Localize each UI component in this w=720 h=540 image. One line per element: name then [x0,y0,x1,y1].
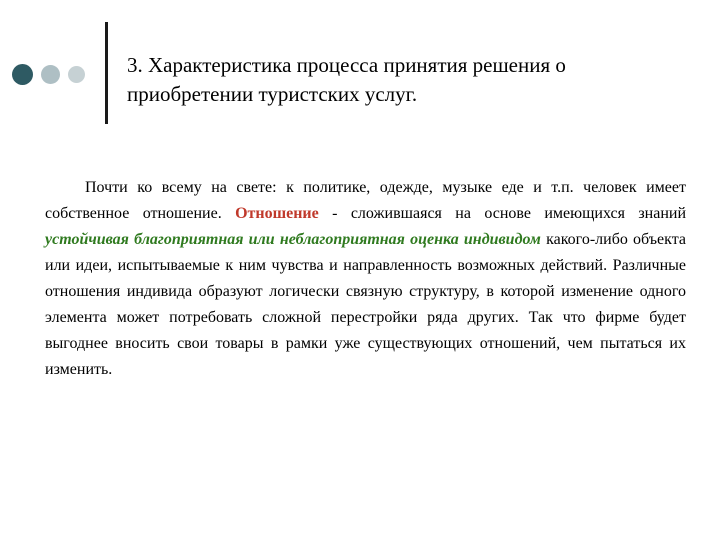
body-text-intro: Почти ко всему на свете: к политике, одежде, музыке еде и т.п. человек имеет собственное отношение. [45,179,686,222]
body-text-definition-start: - сложившаяся на основе имеющихся знаний [318,205,686,222]
green-highlight-stable: устойчивая [45,231,129,248]
decorative-dot-light [68,66,85,83]
body-paragraph [45,175,686,383]
body-text-rest: какого-либо объекта или идеи, испытываемые к ним чувства и направленность возможных действий. Различные отношения индивида образуют логически связную структуру, в которой изменение одного элемента может потребовать сложной перестройки ряда других. Так что фирме будет выгоднее вносить свои товары в рамки уже существующих отношений, чем пытаться их изменить. [45,231,687,378]
slide-title [127,51,687,109]
slide-title-line-2: приобретении туристских услуг. [127,82,418,106]
slide-title-line-1: 3. Характеристика процесса принятия решения о [127,53,566,77]
term-highlight: Отношение [235,205,319,222]
decorative-dot-medium [41,65,60,84]
title-divider-line [105,22,108,124]
decorative-dot-dark [12,64,33,85]
green-highlight-evaluation: благоприятная или неблагоприятная оценка индивидом [134,231,541,248]
